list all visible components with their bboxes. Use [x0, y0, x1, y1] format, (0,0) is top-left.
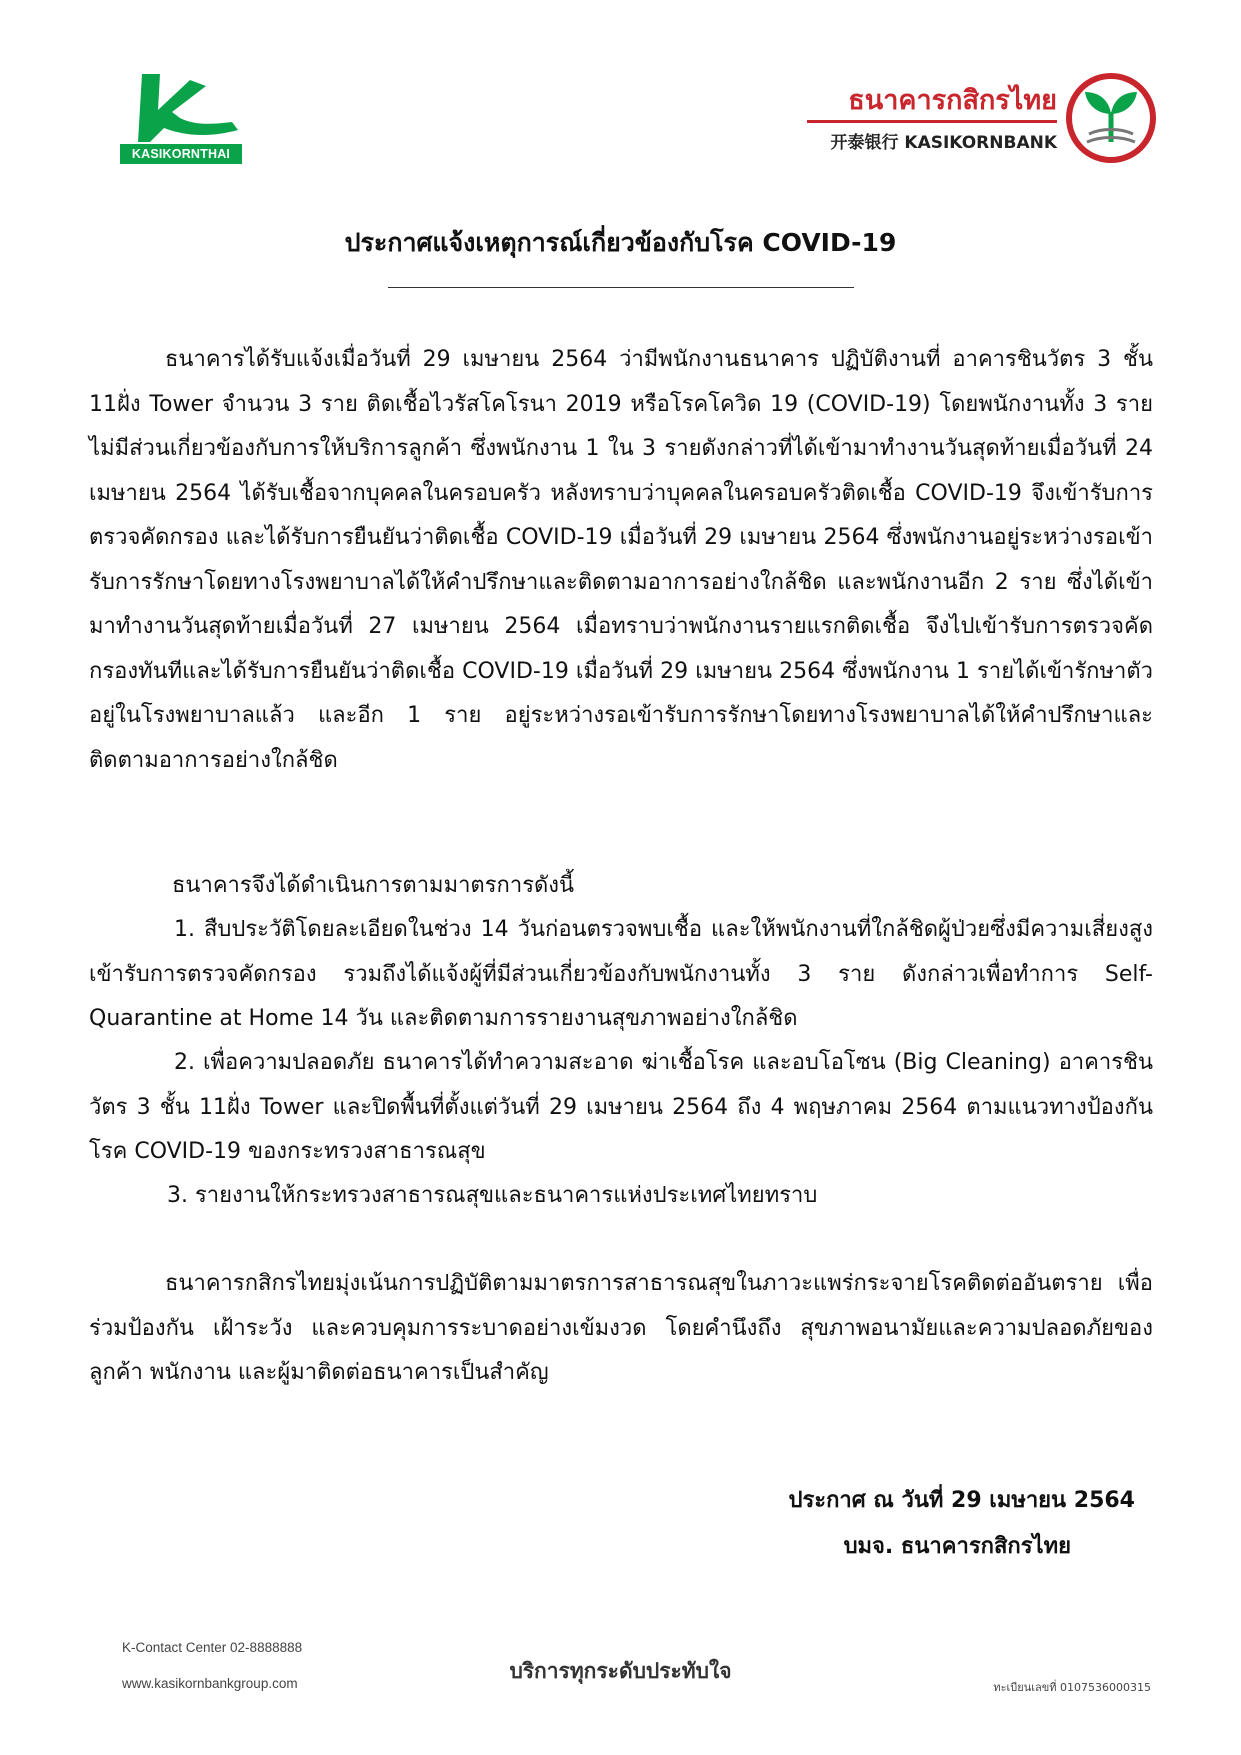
- bank-name-thai: ธนาคารกสิกรไทย: [848, 85, 1057, 116]
- announcement-date: ประกาศ ณ วันที่ 29 เมษายน 2564: [788, 1488, 1135, 1513]
- paragraph-incident: ธนาคารได้รับแจ้งเมื่อวันที่ 29 เมษายน 2564 ว่ามีพนักงานธนาคาร ปฏิบัติงานที่ อาคารชินวัตร 3 ชั้น 11ฝั่ง Tower จำนวน 3 ราย ติดเชื้อไวรัสโคโรนา 2019 หรือโรคโควิด 19 (COVID-19) โดยพนักงานทั้ง 3 รายไม่มีส่วนเกี่ยวข้องกับการให้บริการลูกค้า ซึ่งพนักงาน 1 ใน 3 รายดังกล่าวที่ได้เข้ามาทำงานวันสุดท้ายเมื่อวันที่ 24 เมษายน 2564 ได้รับเชื้อจากบุคคลในครอบครัว หลังทราบว่าบุคคลในครอบครัวติดเชื้อ COVID-19 จึงเข้ารับการตรวจคัดกรอง และได้รับการยืนยันว่าติดเชื้อ COVID-19 เมื่อวันที่ 29 เมษายน 2564 ซึ่งพนักงานอยู่ระหว่างรอเข้ารับการรักษาโดยทางโรงพยาบาลได้ให้คำปรึกษาและติดตามอาการอย่างใกล้ชิด และพนักงานอีก 2 ราย ซึ่งได้เข้ามาทำงานวันสุดท้ายเมื่อวันที่ 27 เมษายน 2564 เมื่อทราบว่าพนักงานรายแรกติดเชื้อ จึงไปเข้ารับการตรวจคัดกรองทันทีและได้รับการยืนยันว่าติดเชื้อ COVID-19 เมื่อวันที่ 29 เมษายน 2564 ซึ่งพนักงาน 1 รายได้เข้ารักษาตัวอยู่ในโรงพยาบาลแล้ว และอีก 1 ราย อยู่ระหว่างรอเข้ารับการรักษาโดยทางโรงพยาบาลได้ให้คำปรึกษาและติดตามอาการอย่างใกล้ชิด: [89, 347, 1153, 773]
- registration-number: ทะเบียนเลขที่ 0107536000315: [993, 1681, 1151, 1694]
- issuer-name: บมจ. ธนาคารกสิกรไทย: [843, 1534, 1071, 1559]
- paragraph-measures-lead: ธนาคารจึงได้ดำเนินการตามมาตรการดังนี้: [172, 873, 575, 898]
- title-underline: [388, 287, 854, 288]
- kasikornthai-wordmark: KASIKORNTHAI: [120, 144, 242, 164]
- website-link[interactable]: www.kasikornbankgroup.com: [122, 1676, 298, 1691]
- contact-center: K-Contact Center 02-8888888: [122, 1640, 303, 1655]
- bank-name-english: 开泰银行 KASIKORNBANK: [830, 133, 1057, 153]
- measure-item-2: 2. เพื่อความปลอดภัย ธนาคารได้ทำความสะอาด ฆ่าเชื้อโรค และอบโอโซน (Big Cleaning) อาคารชินวัตร 3 ชั้น 11ฝั่ง Tower และปิดพื้นที่ตั้งแต่วันที่ 29 เมษายน 2564 ถึง 4 พฤษภาคม 2564 ตามแนวทางป้องกันโรค COVID-19 ของกระทรวงสาธารณสุข: [89, 1050, 1153, 1164]
- announcement-title: ประกาศแจ้งเหตุการณ์เกี่ยวข้องกับโรค COVID-19: [344, 228, 897, 257]
- measure-item-1: 1. สืบประวัติโดยละเอียดในช่วง 14 วันก่อนตรวจพบเชื้อ และให้พนักงานที่ใกล้ชิดผู้ป่วยซึ่งมีความเสี่ยงสูงเข้ารับการตรวจคัดกรอง รวมถึงได้แจ้งผู้ที่มีส่วนเกี่ยวข้องกับพนักงานทั้ง 3 ราย ดังกล่าวเพื่อทำการ Self-Quarantine at Home 14 วัน และติดตามการรายงานสุขภาพอย่างใกล้ชิด: [89, 917, 1153, 1031]
- kasikornthai-logo: [120, 72, 242, 168]
- k-mark-icon: [120, 72, 242, 144]
- bank-slogan: บริการทุกระดับประทับใจ: [509, 1659, 732, 1683]
- kbank-seal-icon: [1065, 72, 1157, 164]
- measure-item-3: 3. รายงานให้กระทรวงสาธารณสุขและธนาคารแห่งประเทศไทยทราบ: [167, 1183, 818, 1208]
- paragraph-closing: ธนาคารกสิกรไทยมุ่งเน้นการปฏิบัติตามมาตรการสาธารณสุขในภาวะแพร่กระจายโรคติดต่ออันตราย เพื่อร่วมป้องกัน เฝ้าระวัง และควบคุมการระบาดอย่างเข้มงวด โดยคำนึงถึง สุขภาพอนามัยและความปลอดภัยของลูกค้า พนักงาน และผู้มาติดต่อธนาคารเป็นสำคัญ: [89, 1271, 1153, 1385]
- logo-divider: [807, 120, 1057, 123]
- kasikornbank-logo: [795, 72, 1165, 172]
